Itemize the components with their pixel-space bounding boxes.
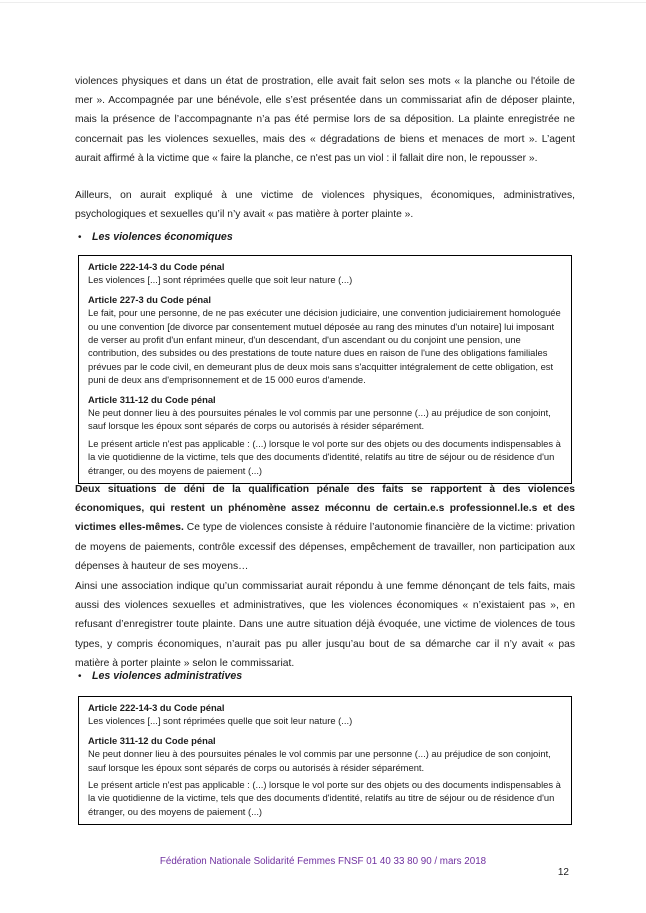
bullet-heading-administrative <box>75 670 578 682</box>
analysis-rest: Ce type de violences consiste à réduire l’autonomie financière de la victime: privation de moyens de paiements, contrôle excessif des dépenses, empêchement de travailler, non participation aux dépenses à hauteur de ses moyens… <box>75 522 575 572</box>
article-text: Ne peut donner lieu à des poursuites pénales le vol commis par une personne (...) au préjudice de son conjoint, sauf lorsque les époux sont séparés de corps ou autorisés à résider séparément. <box>88 407 551 432</box>
legal-articles-box-economic <box>78 255 572 484</box>
article-text: Ne peut donner lieu à des poursuites pénales le vol commis par une personne (...) au préjudice de son conjoint, sauf lorsque les époux sont séparés de corps ou autorisés à résider séparément. <box>88 748 551 773</box>
article-text: Le fait, pour une personne, de ne pas exécuter une décision judiciaire, une convention judiciairement homologuée ou une convention [de divorce par consentement mutuel déposée au rang des minutes d'un notaire] lui imposant de verser au profit d'un enfant mineur, d'un descendant, d'un ascendant ou du conjoint une pension, une contribution, des subsides ou des prestations de toute nature dues en raison de l'une des obligations familiales prévues par le code civil, en demeurant plus de deux mois sans s'acquitter intégralement de cette obligation, est puni de deux ans d'emprisonnement et de 15 000 euros d'amende. <box>88 307 561 386</box>
section-heading: Les violences administratives <box>92 670 243 682</box>
paragraph-analysis-economic <box>75 480 575 576</box>
paragraph-analysis-example: Ainsi une association indique qu’un commissariat aurait répondu à une femme dénonçant de tels faits, mais aussi des violences sexuelles et administratives, que les violences économiques « n’existaient pas », en refusant d’enregistrer toute plainte. Dans une autre situation déjà évoquée, une victime de violences de tous types, y compris économiques, n’aurait pas pu aller jusqu’au bout de sa démarche car il n’y avait « pas matière à porter plainte » selon le commissariat. <box>75 581 575 669</box>
bullet-icon: • <box>78 671 82 682</box>
article-text: Le présent article n'est pas applicable : (...) lorsque le vol porte sur des objets ou des documents indispensables à la vie quotidienne de la victime, tels que des documents d'identité, relatifs au titre de séjour ou de résidence d'un étranger, ou des moyens de paiement (...) <box>88 779 561 817</box>
article-text: Les violences [...] sont réprimées quelle que soit leur nature (...) <box>88 715 353 727</box>
section-heading: Les violences économiques <box>92 231 233 243</box>
page-top-edge <box>0 2 646 3</box>
bullet-icon: • <box>78 232 82 243</box>
bullet-heading-economic <box>75 231 578 243</box>
article-entry <box>88 293 562 387</box>
article-title: Article 311-12 du Code pénal <box>88 393 216 405</box>
paragraph-intro-2: Ailleurs, on aurait expliqué à une victime de violences physiques, économiques, administratives, psychologiques et sexuelles qu’il n’y avait « pas matière à porter plainte ». <box>75 190 575 221</box>
legal-articles-box-administrative <box>78 696 572 825</box>
article-text: Les violences [...] sont réprimées quelle que soit leur nature (...) <box>88 274 353 286</box>
analysis-bold-lead: Deux situations de déni de la qualification pénale des faits se rapportent à des violences économiques, qui restent un phénomène assez méconnu de certain.e.s professionnel.le.s et des victimes elles-mêmes. <box>75 484 575 534</box>
article-entry <box>88 734 562 818</box>
article-text: Le présent article n'est pas applicable : (...) lorsque le vol porte sur des objets ou des documents indispensables à la vie quotidienne de la victime, tels que des documents d'identité, relatifs au titre de séjour ou de résidence d'un étranger, ou des moyens de paiement (...) <box>88 437 561 476</box>
article-entry <box>88 393 562 477</box>
article-entry <box>88 260 562 287</box>
paragraph-intro-1: violences physiques et dans un état de prostration, elle avait fait selon ses mots « la planche ou l'étoile de mer ». Accompagnée par une bénévole, elle s’est présentée dans un commissariat afin de déposer plainte, mais la présence de l’accompagnante n’a pas été permise lors de sa déposition. La plainte enregistrée ne concernait pas les violences sexuelles, mais des « dégradations de biens et menaces de mort ». L’agent aurait affirmé à la victime que « faire la planche, ce n'est pas un viol : il fallait dire non, le repousser ». <box>75 76 575 164</box>
article-title: Article 227-3 du Code pénal <box>88 293 211 305</box>
article-title: Article 311-12 du Code pénal <box>88 734 216 746</box>
page-number: 12 <box>557 867 569 878</box>
article-title: Article 222-14-3 du Code pénal <box>88 261 225 272</box>
article-entry <box>88 701 562 728</box>
article-title: Article 222-14-3 du Code pénal <box>88 702 225 713</box>
footer-organization: Fédération Nationale Solidarité Femmes FNSF 01 40 33 80 90 / mars 2018 <box>159 856 487 867</box>
